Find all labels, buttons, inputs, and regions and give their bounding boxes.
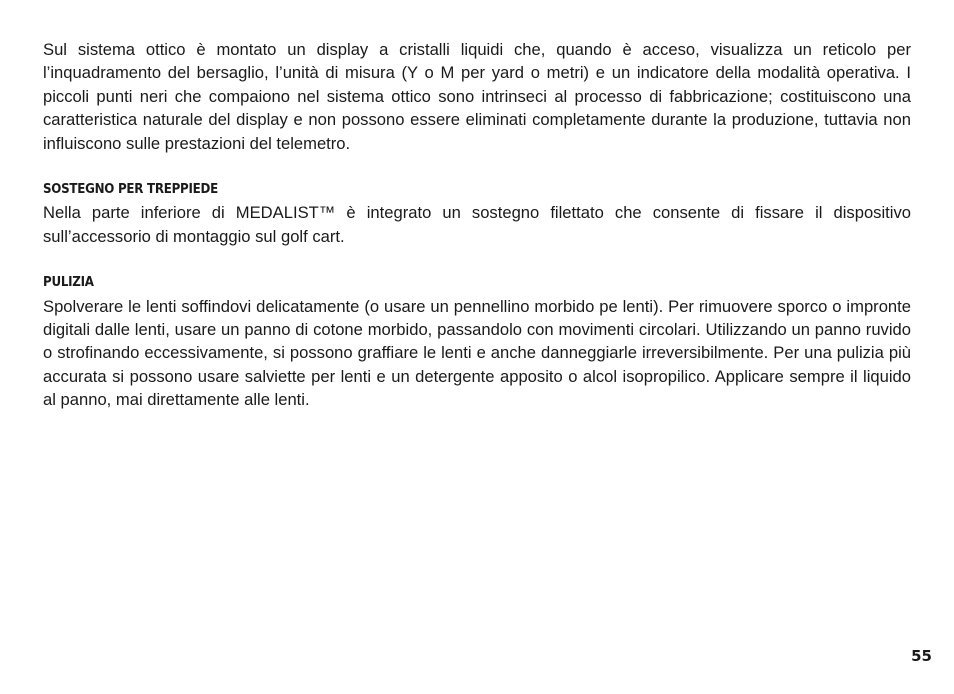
manual-page-content <box>43 38 911 412</box>
page-number: 55 <box>911 647 932 665</box>
tripod-section <box>43 178 911 248</box>
cleaning-paragraph: Spolverare le lenti soffindovi delicatamente (o usare un pennellino morbido pe lenti). Per rimuovere sporco o impronte digitali dalle lenti, usare un panno di cotone morbido, passandolo con movimenti circolari. Utilizzando un panno ruvido o strofinando eccessivamente, si possono graffiare le lenti e anche danneggiarle irreversibilmente. Per una pulizia più accurata si possono usare salviette per lenti e un detergente apposito o alcol isopropilico. Applicare sempre il liquido al panno, mai direttamente alle lenti. <box>43 296 911 410</box>
tripod-paragraph: Nella parte inferiore di MEDALIST™ è integrato un sostegno filettato che consente di fissare il dispositivo sull’accessorio di montaggio sul golf cart. <box>43 203 911 246</box>
tripod-heading: SOSTEGNO PER TREPPIEDE <box>43 181 218 198</box>
cleaning-heading: PULIZIA <box>43 274 94 291</box>
cleaning-section <box>43 271 911 411</box>
intro-paragraph: Sul sistema ottico è montato un display a cristalli liquidi che, quando è acceso, visualizza un reticolo per l’inquadramento del bersaglio, l’unità di misura (Y o M per yard o metri) e un indicatore della modalità operativa. I piccoli punti neri che compaiono nel sistema ottico sono intrinseci al processo di fabbricazione; costituiscono una caratteristica naturale del display e non possono essere eliminati completamente durante la produzione, tuttavia non influiscono sulle prestazioni del telemetro. <box>43 40 911 153</box>
